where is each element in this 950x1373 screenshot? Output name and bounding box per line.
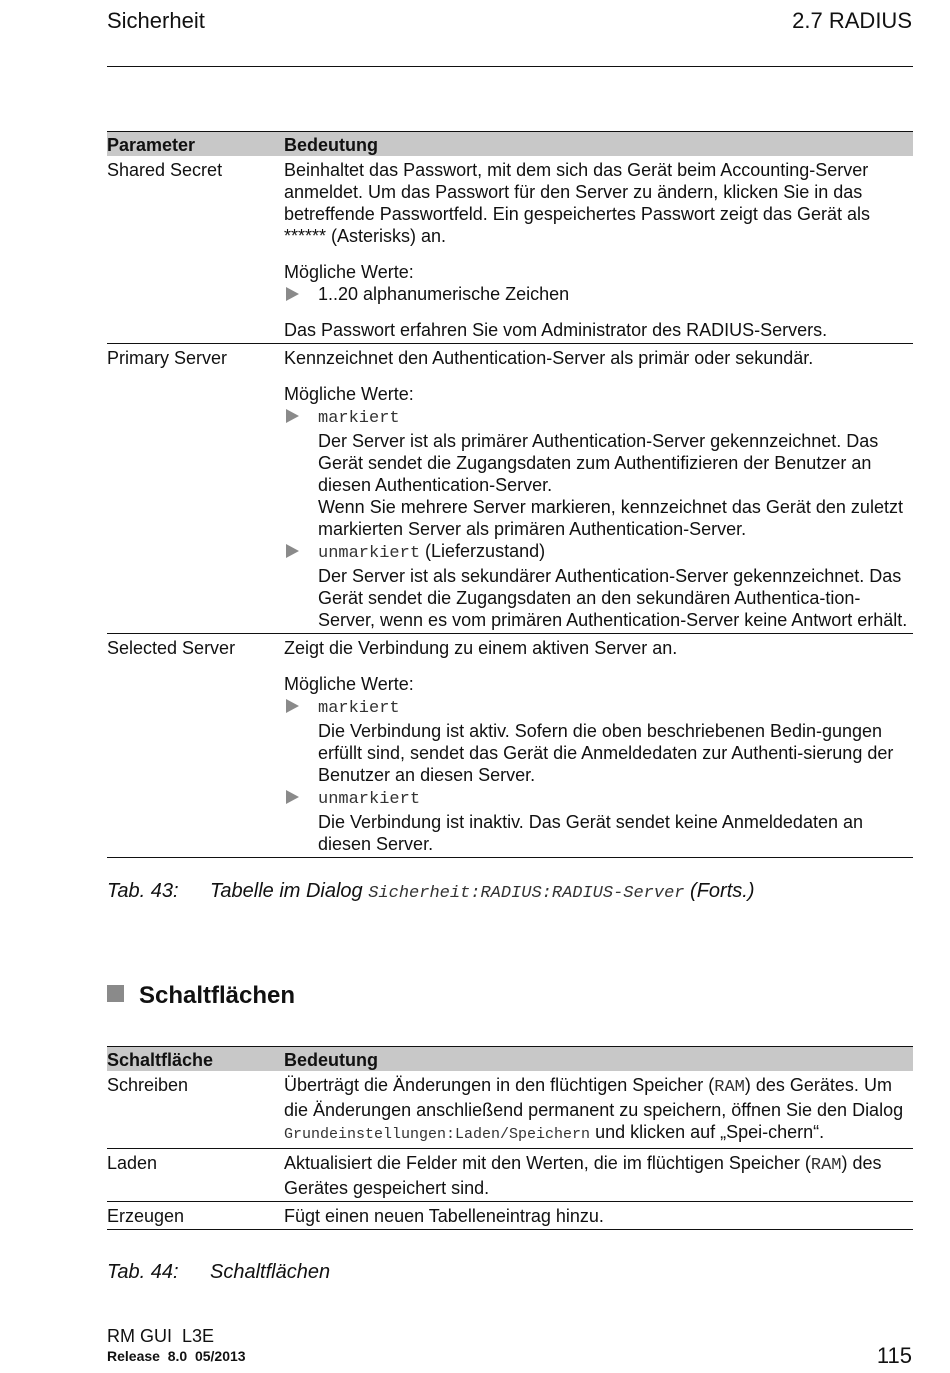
table-row-selected-server <box>107 634 913 858</box>
list-item <box>284 540 913 631</box>
list-item <box>284 786 913 855</box>
value-text: 1..20 alphanumerische Zeichen <box>318 284 570 304</box>
section-heading <box>107 982 295 1010</box>
table-row-schreiben <box>107 1071 913 1149</box>
button-description <box>284 1149 913 1202</box>
possible-values-label: Mögliche Werte: <box>284 384 414 404</box>
caption-code: Sicherheit:RADIUS:RADIUS-Server <box>368 884 685 903</box>
header-chapter: Sicherheit <box>107 8 205 33</box>
desc-text: Aktualisiert die Felder mit den Werten, die im flüchtigen Speicher ( <box>284 1153 811 1173</box>
header-section: 2.7 RADIUS <box>792 8 912 33</box>
list-item <box>284 405 913 540</box>
value-code: markiert <box>318 699 400 718</box>
footer-release: Release 8.0 05/2013 <box>107 1348 246 1364</box>
value-code: unmarkiert <box>318 790 421 809</box>
value-explanation: Der Server ist als primärer Authentication-Server gekennzeichnet. Das Gerät sendet die Zugangsdaten zum Authentifizieren der Benutzer an diesen Authentication-Server. <box>318 431 879 495</box>
column-header-button: Schaltfläche <box>107 1047 284 1072</box>
button-name: Schreiben <box>107 1071 284 1149</box>
bullet-arrow-icon <box>286 699 299 713</box>
desc-code: RAM <box>714 1078 745 1097</box>
value-explanation: Die Verbindung ist inaktiv. Das Gerät sendet keine Anmeldedaten an diesen Server. <box>318 812 864 854</box>
desc-code: Grundeinstellungen:Laden/Speichern <box>284 1126 591 1143</box>
column-header-parameter: Parameter <box>107 132 284 157</box>
caption-suffix: (Forts.) <box>684 880 755 902</box>
header-divider <box>107 66 913 67</box>
bullet-arrow-icon <box>286 409 299 423</box>
param-description <box>284 634 913 858</box>
value-code: unmarkiert <box>318 544 421 563</box>
table-row-primary-server <box>107 344 913 634</box>
square-bullet-icon <box>107 985 124 1002</box>
desc-text: und klicken auf „Spei-chern“. <box>590 1122 825 1142</box>
button-name: Erzeugen <box>107 1202 284 1230</box>
description-text: Kennzeichnet den Authentication-Server als primär oder sekundär. <box>284 348 814 368</box>
desc-text: Überträgt die Änderungen in den flüchtigen Speicher ( <box>284 1075 715 1095</box>
value-explanation: Der Server ist als sekundärer Authentication-Server gekennzeichnet. Das Gerät sendet die Zugangsdaten an den sekundären Authentica-tion-Server, wenn es vom primären Authentication-Server keine Antwort erhält. <box>318 566 908 630</box>
column-header-meaning: Bedeutung <box>284 132 913 157</box>
param-name: Shared Secret <box>107 156 284 344</box>
value-explanation-extra: Wenn Sie mehrere Server markieren, kennzeichnet das Gerät den zuletzt markierten Server als primären Authentication-Server. <box>318 497 903 539</box>
bullet-arrow-icon <box>286 790 299 804</box>
desc-code: RAM <box>810 1156 842 1175</box>
possible-values-label: Mögliche Werte: <box>284 262 414 282</box>
button-name: Laden <box>107 1149 284 1202</box>
section-title: Schaltflächen <box>139 982 296 1009</box>
table-row-shared-secret <box>107 156 913 344</box>
param-description <box>284 156 913 344</box>
param-name: Primary Server <box>107 344 284 634</box>
page-number: 115 <box>876 1343 912 1368</box>
button-description <box>284 1071 913 1149</box>
footer-product: RM GUI L3E <box>107 1326 215 1346</box>
param-name: Selected Server <box>107 634 284 858</box>
table-caption <box>107 879 755 906</box>
caption-label: Tab. 43: <box>107 880 179 902</box>
desc-text: ) des Gerätes gespeichert sind. <box>284 1153 882 1198</box>
parameter-table <box>107 131 913 858</box>
note-text: Das Passwort erfahren Sie vom Administrator des RADIUS-Servers. <box>284 320 828 340</box>
caption-text: Schaltflächen <box>210 1261 331 1283</box>
bullet-arrow-icon <box>286 544 299 558</box>
caption-label: Tab. 44: <box>107 1261 179 1283</box>
table-caption <box>107 1260 330 1284</box>
table-header-row <box>107 132 913 157</box>
param-description <box>284 344 913 634</box>
possible-values-label: Mögliche Werte: <box>284 674 414 694</box>
description-text: Beinhaltet das Passwort, mit dem sich das Gerät beim Accounting-Server anmeldet. Um das Passwort für den Server zu ändern, klicken Sie in das betreffende Passwortfeld. Ein gespeichertes Passwort zeigt das Gerät als ****** (Asterisks) an. <box>284 160 870 246</box>
value-explanation: Die Verbindung ist aktiv. Sofern die oben beschriebenen Bedin-gungen erfüllt sind, sendet das Gerät die Anmeldedaten zur Authenti-sierung der Benutzer an diesen Server. <box>318 721 894 785</box>
caption-text: Tabelle im Dialog <box>210 880 369 902</box>
column-header-meaning: Bedeutung <box>284 1047 913 1072</box>
buttons-table <box>107 1046 913 1230</box>
description-text: Zeigt die Verbindung zu einem aktiven Server an. <box>284 638 678 658</box>
table-header-row <box>107 1047 913 1072</box>
button-description: Fügt einen neuen Tabelleneintrag hinzu. <box>284 1202 913 1230</box>
value-code: markiert <box>318 409 400 428</box>
list-item <box>284 283 913 305</box>
table-row-laden <box>107 1149 913 1202</box>
value-suffix: (Lieferzustand) <box>420 541 546 561</box>
desc-text: ) des Gerätes. Um die Änderungen anschließend permanent zu speichern, öffnen Sie den Dialog <box>284 1075 904 1120</box>
bullet-arrow-icon <box>286 287 299 301</box>
list-item <box>284 695 913 786</box>
table-row-erzeugen <box>107 1202 913 1230</box>
